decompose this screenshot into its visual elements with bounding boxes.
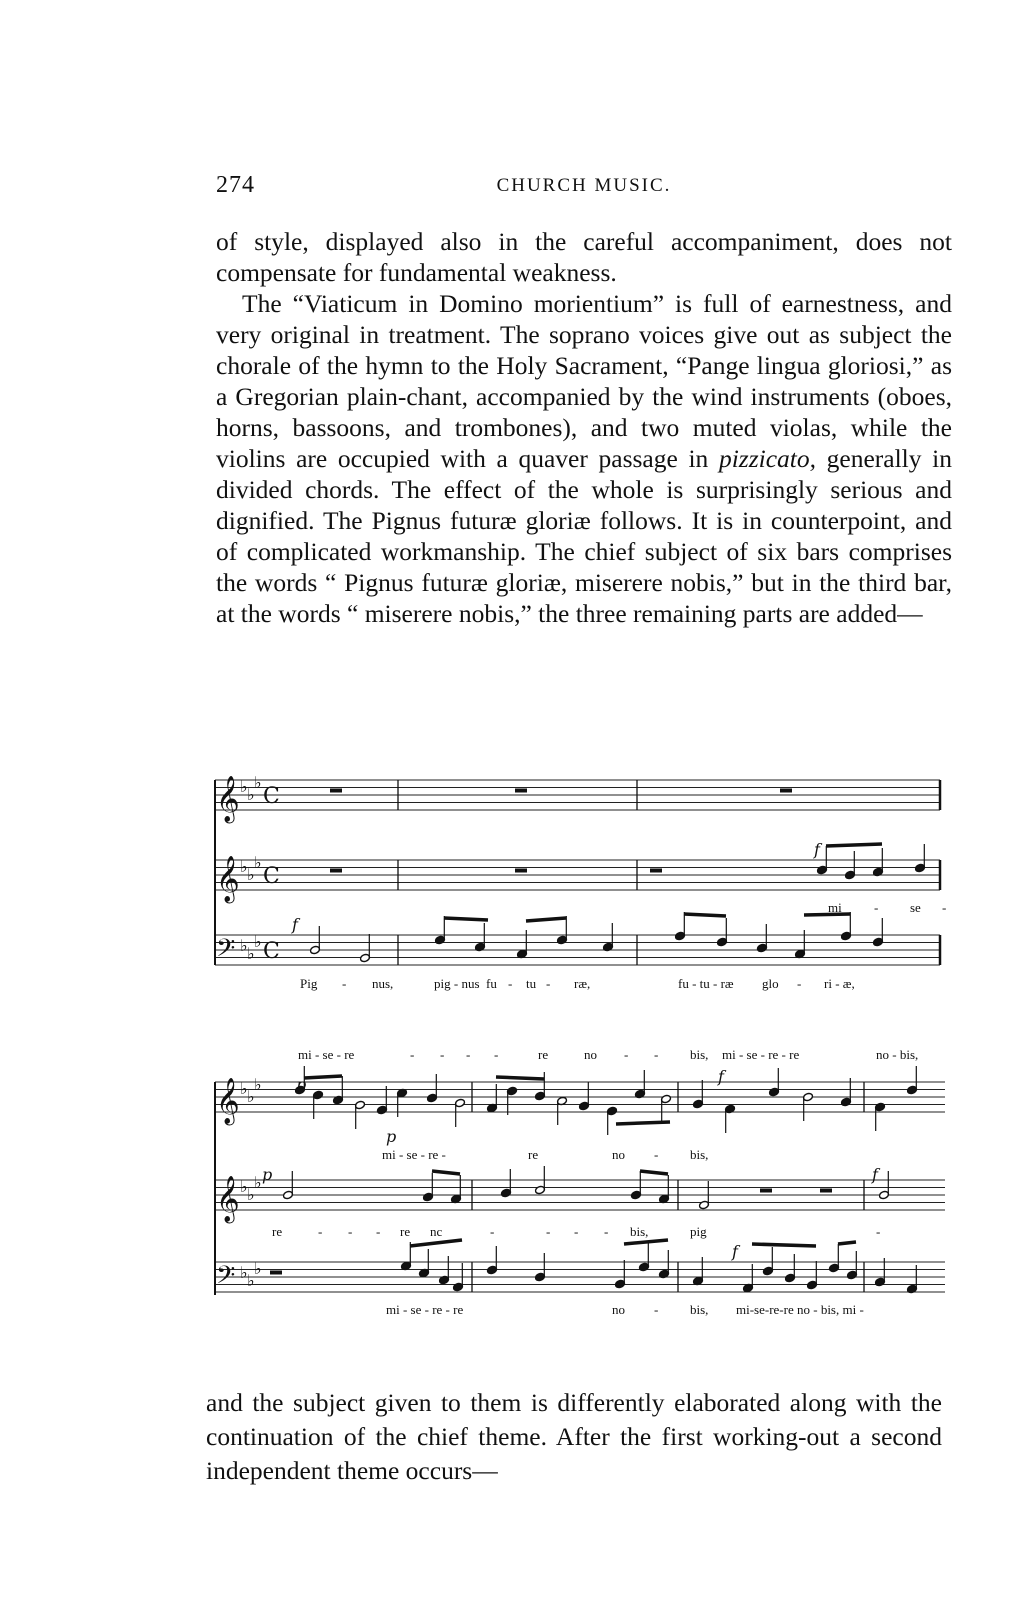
- dynamic-forte: f: [718, 1067, 724, 1086]
- dynamic-forte: f: [872, 1165, 878, 1184]
- lyric-syllable: ri - æ,: [824, 976, 855, 991]
- flat-sign-icon: ♭: [254, 932, 262, 951]
- flat-sign-icon: ♭: [247, 1271, 255, 1290]
- paragraph-closing: and the subject given to them is differently elaborated along with the continuation of the chief theme. After the first working-out a second independent theme occurs—: [206, 1387, 942, 1485]
- lyric-syllable: -: [876, 1224, 881, 1239]
- note-beam: [304, 1076, 342, 1078]
- lyric-syllable: bis,: [690, 1047, 709, 1062]
- dynamic-forte: f: [732, 1242, 738, 1261]
- paragraph-text-part: The “Viaticum in Domino morientium” is full of earnestness, and very original in treatment. The soprano voices give out as subject the chorale of the hymn to the Holy Sacrament, “Pange lingua gloriosi,” as a Gregorian plain-chant, accompanied by the wind instruments (oboes, horns, bassoons, and trombones), and two muted violas, while the violins are occupied with a quaver passage in: [216, 289, 952, 473]
- lyric-syllable: -: [440, 1047, 445, 1062]
- flat-sign-icon: ♭: [247, 1185, 255, 1204]
- whole-rest: [330, 789, 342, 793]
- paragraph-continued: of style, displayed also in the careful accompaniment, does not compensate for fundamental weakness.: [216, 227, 952, 287]
- lyric-syllable: -: [466, 1047, 471, 1062]
- note-beam: [444, 918, 488, 920]
- lyric-syllable: -: [508, 976, 513, 991]
- lyric-syllable: mi-se-re-re no - bis, mi -: [736, 1302, 864, 1317]
- lyric-syllable: -: [942, 900, 947, 915]
- note-beam: [752, 1244, 816, 1246]
- common-time-icon: C: [263, 939, 280, 964]
- lyric-syllable: bis,: [630, 1224, 649, 1239]
- whole-rest: [270, 1271, 282, 1275]
- lyric-syllable: -: [494, 1047, 499, 1062]
- treble-clef-icon: 𝄞: [216, 1078, 240, 1124]
- note-beam: [432, 1171, 460, 1174]
- flat-sign-icon: ♭: [247, 865, 255, 884]
- lyric-syllable: -: [342, 976, 347, 991]
- lyric-syllable: -: [874, 900, 879, 915]
- dynamic-piano: p: [296, 1075, 307, 1094]
- lyric-syllable: fu: [486, 976, 497, 991]
- lyric-syllable: -: [546, 1224, 551, 1239]
- whole-rest: [515, 869, 527, 873]
- lyric-syllable: fu - tu - ræ: [678, 976, 734, 991]
- treble-clef-icon: 𝄞: [216, 776, 240, 822]
- lyric-syllable: -: [654, 1147, 659, 1162]
- note-beam: [826, 844, 882, 846]
- flat-sign-icon: ♭: [247, 785, 255, 804]
- flat-sign-icon: ♭: [254, 853, 262, 872]
- flat-sign-icon: ♭: [240, 1263, 248, 1282]
- lyric-syllable: re: [272, 1224, 283, 1239]
- lyric-syllable: -: [348, 1224, 353, 1239]
- flat-sign-icon: ♭: [240, 777, 248, 796]
- lyric-syllable: -: [604, 1224, 609, 1239]
- note-beam: [526, 918, 566, 921]
- whole-rest: [650, 869, 662, 873]
- note-beam: [684, 914, 726, 916]
- lyric-syllable: glo: [762, 976, 779, 991]
- lyric-syllable: no: [612, 1302, 625, 1317]
- lyric-syllable: Pig: [300, 976, 318, 991]
- treble-clef-icon: 𝄞: [216, 1176, 240, 1222]
- score-layer: [215, 773, 946, 1317]
- flat-sign-icon: ♭: [254, 1259, 262, 1278]
- whole-rest: [330, 869, 342, 873]
- note-beam: [496, 1077, 544, 1079]
- lyric-syllable: -: [654, 1302, 659, 1317]
- dynamic-forte: f: [814, 840, 820, 859]
- note-beam: [616, 1122, 670, 1124]
- note-beam: [410, 1240, 462, 1246]
- paragraph-text-part: generally in divided chords. The effect of the whole is surprisingly serious and dignified. The Pignus futuræ gloriæ follows. It is in counterpoint, and of complicated workmanship. The chief subject of six bars comprises the words “ Pignus futuræ gloriæ, miserere nobis,” but in the third bar, at the words “ miserere nobis,” the three remaining parts are added—: [216, 444, 952, 628]
- lyric-syllable: bis,: [690, 1147, 709, 1162]
- flat-sign-icon: ♭: [254, 1173, 262, 1192]
- flat-sign-icon: ♭: [254, 1075, 262, 1094]
- lyric-syllable: -: [624, 1047, 629, 1062]
- flat-sign-icon: ♭: [254, 773, 262, 792]
- running-title: CHURCH MUSIC.: [496, 175, 672, 196]
- lyric-syllable: re: [528, 1147, 539, 1162]
- note-beam: [804, 914, 850, 915]
- dynamic-forte: f: [292, 915, 298, 934]
- flat-sign-icon: ♭: [240, 857, 248, 876]
- body-text-lower: [206, 1360, 942, 1513]
- italic-term: pizzicato,: [718, 444, 816, 473]
- whole-rest: [515, 789, 527, 793]
- bass-clef-icon: 𝄢: [216, 934, 236, 969]
- note-beam: [640, 1171, 668, 1174]
- lyric-syllable: -: [574, 1224, 579, 1239]
- lyric-syllable: mi - se - re: [298, 1047, 355, 1062]
- note-beam: [624, 1240, 668, 1244]
- whole-rest: [820, 1189, 832, 1193]
- lyric-syllable: no: [612, 1147, 625, 1162]
- lyric-syllable: mi - se - re -: [382, 1147, 446, 1162]
- lyric-syllable: pig - nus: [434, 976, 480, 991]
- treble-clef-icon: 𝄞: [216, 856, 240, 902]
- flat-sign-icon: ♭: [240, 936, 248, 955]
- lyric-syllable: mi - se - re - re: [386, 1302, 464, 1317]
- bass-clef-icon: 𝄢: [216, 1261, 236, 1296]
- lyric-syllable: se: [910, 900, 921, 915]
- dynamic-piano: p: [386, 1127, 397, 1146]
- flat-sign-icon: ♭: [240, 1177, 248, 1196]
- dynamic-piano: p: [262, 1165, 273, 1184]
- lyric-syllable: nus,: [372, 976, 394, 991]
- lyric-syllable: mi - se - re - re: [722, 1047, 800, 1062]
- lyric-syllable: -: [797, 976, 802, 991]
- whole-rest: [760, 1189, 772, 1193]
- page-number: 274: [216, 172, 255, 198]
- lyric-syllable: pig: [690, 1224, 707, 1239]
- common-time-icon: C: [263, 864, 280, 889]
- lyric-syllable: -: [546, 976, 551, 991]
- note-beam: [838, 1242, 856, 1244]
- lyric-syllable: no - bis,: [876, 1047, 919, 1062]
- lyric-syllable: ræ,: [574, 976, 591, 991]
- flat-sign-icon: ♭: [247, 1087, 255, 1106]
- whole-rest: [780, 789, 792, 793]
- flat-sign-icon: ♭: [240, 1079, 248, 1098]
- lyric-syllable: -: [490, 1224, 495, 1239]
- lyric-syllable: tu: [526, 976, 537, 991]
- lyric-syllable: no: [584, 1047, 597, 1062]
- flat-sign-icon: ♭: [247, 944, 255, 963]
- lyric-syllable: re: [538, 1047, 549, 1062]
- lyric-syllable: -: [410, 1047, 415, 1062]
- lyric-syllable: nc: [430, 1224, 443, 1239]
- lyric-syllable: bis,: [690, 1302, 709, 1317]
- lyric-syllable: mi: [828, 900, 842, 915]
- lyric-syllable: -: [654, 1047, 659, 1062]
- lyric-syllable: -: [318, 1224, 323, 1239]
- common-time-icon: C: [263, 784, 280, 809]
- lyric-syllable: -: [376, 1224, 381, 1239]
- lyric-syllable: re: [400, 1224, 411, 1239]
